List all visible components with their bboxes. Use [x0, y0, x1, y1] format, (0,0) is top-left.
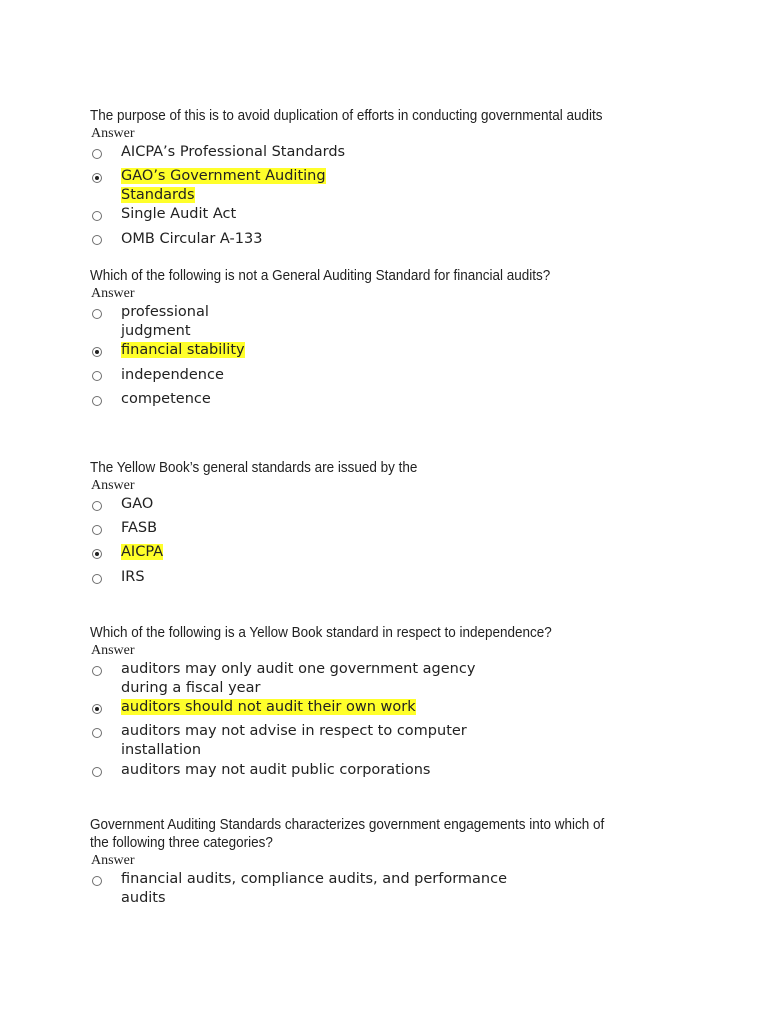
option-label: Single Audit Act — [121, 206, 237, 222]
option-label: FASB — [121, 520, 158, 536]
option-label: independence — [121, 367, 224, 383]
option-label: GAO — [121, 496, 154, 512]
radio-button[interactable] — [92, 666, 102, 676]
option-label: auditors may only audit one government agency — [121, 661, 476, 677]
radio-button[interactable] — [92, 767, 102, 777]
option-label: professional — [121, 304, 209, 320]
radio-button[interactable] — [92, 211, 102, 221]
option-label: auditors may not advise in respect to computer — [121, 723, 467, 739]
option-label: during a fiscal year — [121, 679, 261, 696]
question-5-text: Government Auditing Standards characterizes government engagements into which of the following three categories? — [90, 817, 605, 851]
option-label: competence — [121, 391, 211, 407]
answer-label: Answer — [91, 286, 135, 301]
radio-button[interactable] — [92, 525, 102, 535]
option-label: audits — [121, 889, 166, 906]
radio-button[interactable] — [92, 728, 102, 738]
answer-label: Answer — [91, 478, 135, 493]
option-label-highlighted: Standards — [121, 186, 195, 203]
option-label-highlighted: AICPA — [121, 544, 164, 560]
question-3-text: The Yellow Book’s general standards are issued by the — [90, 460, 418, 476]
radio-button[interactable] — [92, 309, 102, 319]
option-label: AICPA’s Professional Standards — [121, 144, 346, 160]
answer-label: Answer — [91, 126, 135, 141]
option-label: judgment — [121, 322, 191, 339]
radio-button[interactable] — [92, 876, 102, 886]
answer-label: Answer — [91, 643, 135, 658]
option-label: IRS — [121, 569, 145, 585]
option-label-highlighted: financial stability — [121, 342, 245, 358]
option-label: installation — [121, 741, 202, 758]
radio-button-selected[interactable] — [92, 704, 102, 714]
radio-button[interactable] — [92, 396, 102, 406]
radio-button-selected[interactable] — [92, 173, 102, 183]
radio-button-selected[interactable] — [92, 549, 102, 559]
radio-button[interactable] — [92, 235, 102, 245]
option-label-highlighted: GAO’s Government Auditing — [121, 168, 326, 184]
radio-button-selected[interactable] — [92, 347, 102, 357]
answer-label: Answer — [91, 853, 135, 868]
option-label: auditors may not audit public corporations — [121, 762, 431, 778]
radio-button[interactable] — [92, 574, 102, 584]
question-2-text: Which of the following is not a General Auditing Standard for financial audits? — [90, 268, 551, 284]
option-label: OMB Circular A-133 — [121, 231, 263, 247]
radio-button[interactable] — [92, 501, 102, 511]
option-label: financial audits, compliance audits, and performance — [121, 871, 508, 887]
radio-button[interactable] — [92, 371, 102, 381]
question-4-text: Which of the following is a Yellow Book standard in respect to independence? — [90, 625, 552, 641]
option-label-highlighted: auditors should not audit their own work — [121, 699, 416, 715]
question-1-text: The purpose of this is to avoid duplication of efforts in conducting governmental audits — [90, 108, 603, 124]
radio-button[interactable] — [92, 149, 102, 159]
